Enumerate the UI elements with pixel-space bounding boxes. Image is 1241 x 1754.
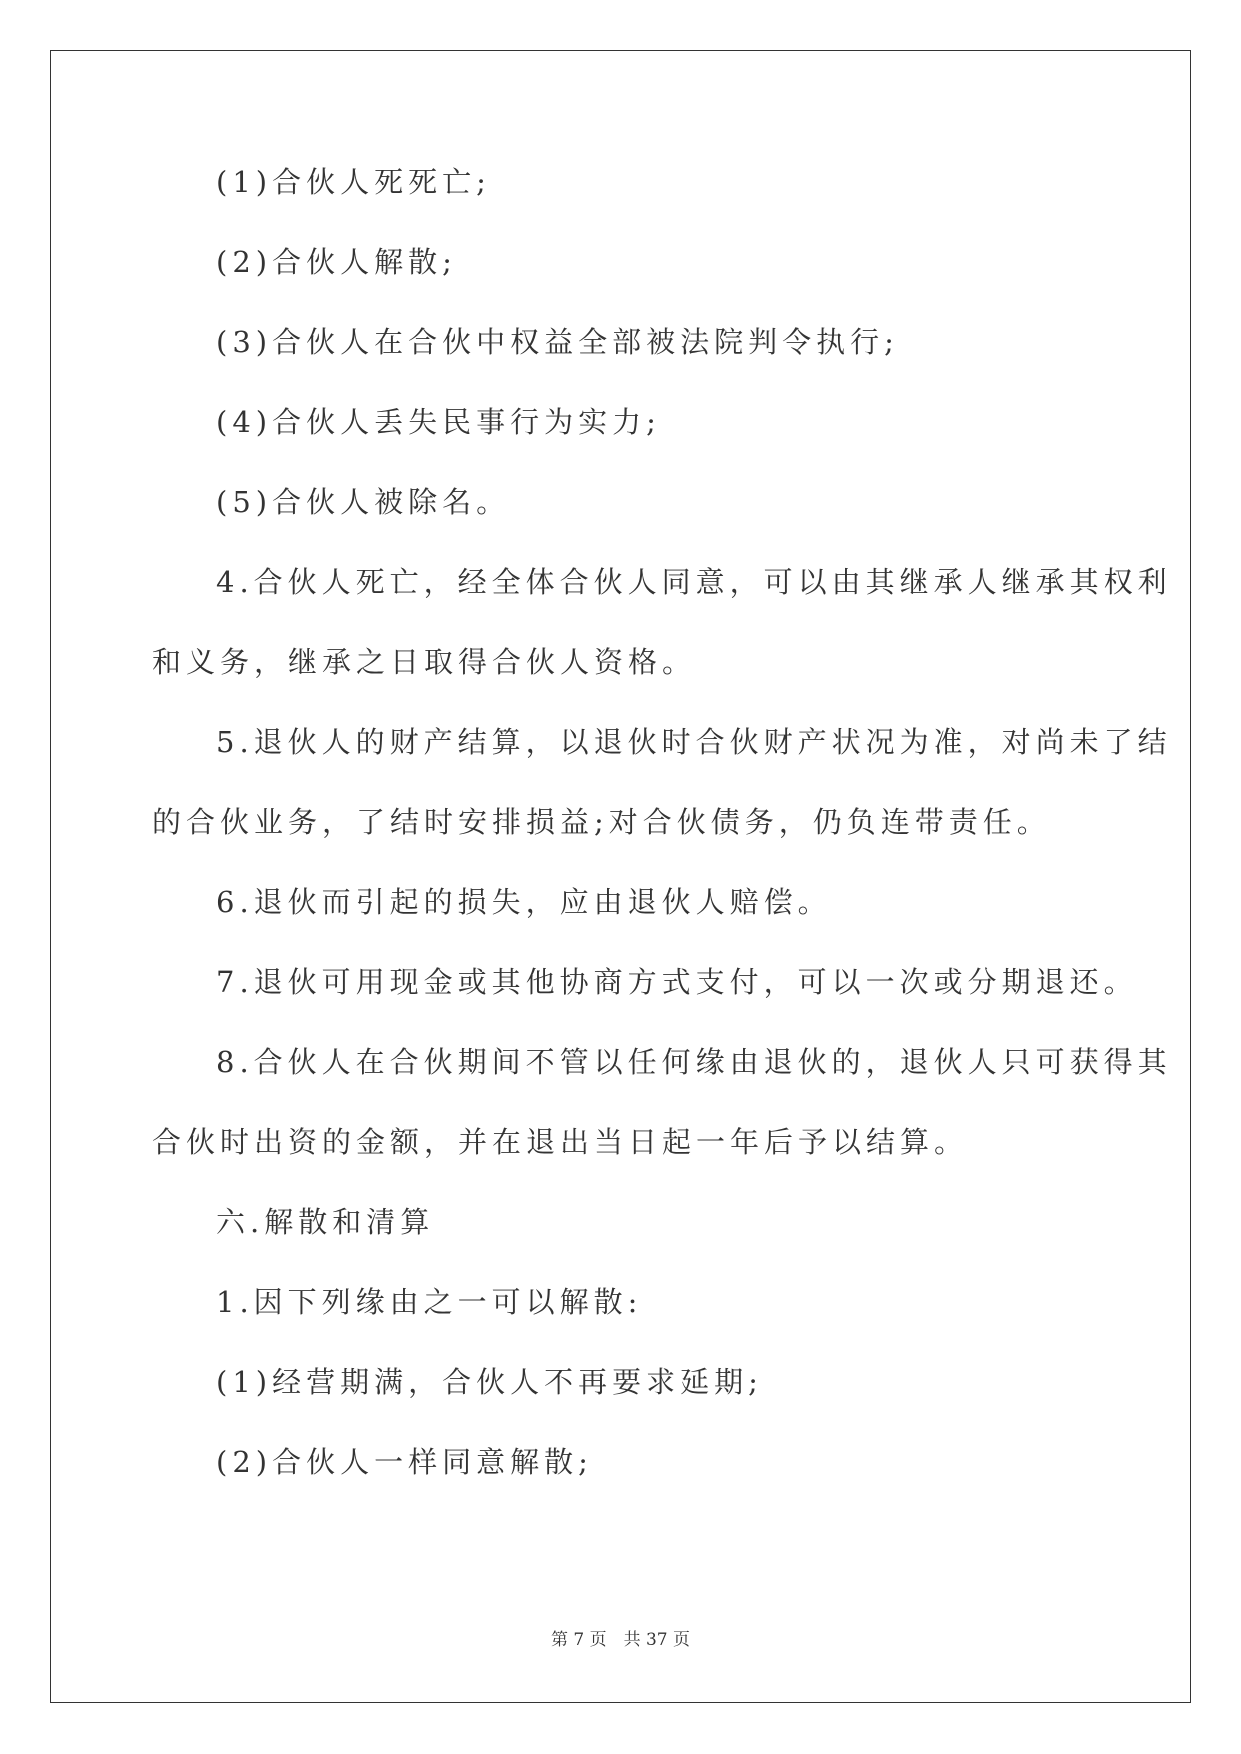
text-line: 5.退伙人的财产结算，以退伙时合伙财产状况为准，对尚未了结 xyxy=(216,725,1172,759)
text-line: (2)合伙人一样同意解散; xyxy=(216,1445,593,1479)
text-line: (1)经营期满，合伙人不再要求延期; xyxy=(216,1365,763,1399)
text-line: 6.退伙而引起的损失，应由退伙人赔偿。 xyxy=(216,885,832,919)
section-heading: 六.解散和清算 xyxy=(216,1205,435,1239)
text-line: (1)合伙人死死亡; xyxy=(216,165,491,199)
text-line: 的合伙业务，了结时安排损益;对合伙债务，仍负连带责任。 xyxy=(152,805,1051,839)
text-line: 和义务，继承之日取得合伙人资格。 xyxy=(152,645,697,679)
text-line: 8.合伙人在合伙期间不管以任何缘由退伙的，退伙人只可获得其 xyxy=(216,1045,1172,1079)
text-line: 4.合伙人死亡，经全体合伙人同意，可以由其继承人继承其权利 xyxy=(216,565,1172,599)
text-line: 7.退伙可用现金或其他协商方式支付，可以一次或分期退还。 xyxy=(216,965,1138,999)
text-line: 1.因下列缘由之一可以解散: xyxy=(216,1285,643,1319)
page-number-footer: 第 7 页 共 37 页 xyxy=(550,1630,691,1650)
text-line: (3)合伙人在合伙中权益全部被法院判令执行; xyxy=(216,325,899,359)
text-line: 合伙时出资的金额，并在退出当日起一年后予以结算。 xyxy=(152,1125,969,1159)
text-line: (2)合伙人解散; xyxy=(216,245,457,279)
text-line: (4)合伙人丢失民事行为实力; xyxy=(216,405,661,439)
text-line: (5)合伙人被除名。 xyxy=(216,485,511,519)
